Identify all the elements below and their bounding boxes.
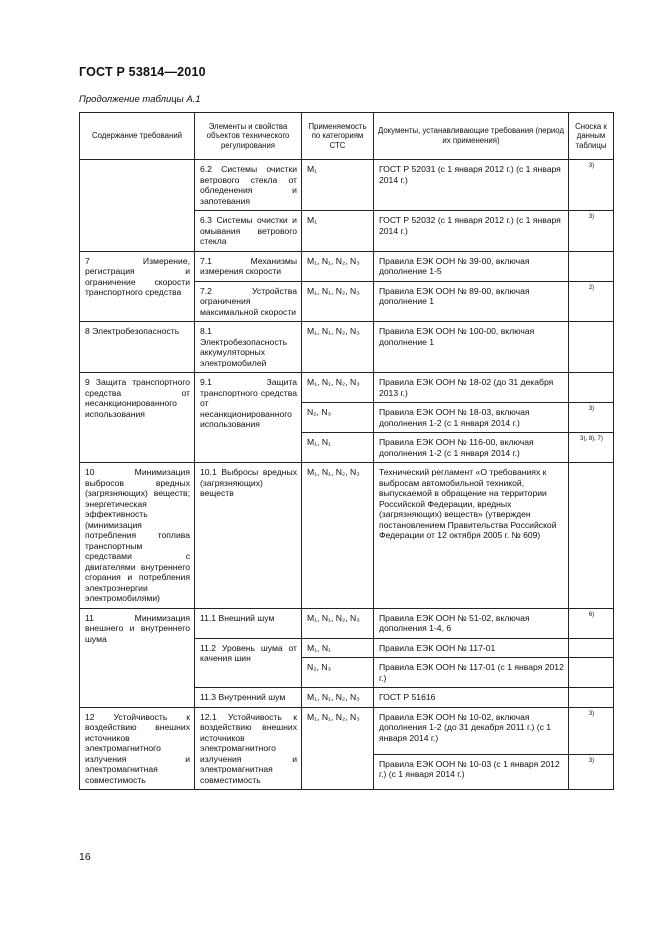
table-row — [80, 160, 614, 211]
requirement-cell: 8 Электробезопасность — [80, 322, 195, 373]
footnote-cell: 3), 8), 7) — [569, 433, 614, 463]
applicability-cell: M₁, N₁, N₂, N₃ — [302, 281, 374, 322]
document-title: ГОСТ Р 53814—2010 — [79, 65, 206, 79]
applicability-cell: M₁, N₁, N₂, N₃ — [302, 373, 374, 403]
applicability-cell: M₁, N₁ — [302, 638, 374, 658]
requirements-table — [79, 112, 614, 790]
footnote-cell: 3) — [569, 707, 614, 754]
document-cell: Правила ЕЭК ООН № 10-03 (с 1 января 2012 г.) (с 1 января 2014 г.) — [374, 754, 569, 789]
applicability-cell: N₂, N₃ — [302, 658, 374, 688]
column-header: Применяемость по категориям СТС — [302, 113, 374, 160]
footnote-cell: 2) — [569, 281, 614, 322]
footnote-cell — [569, 322, 614, 373]
column-header: Содержание требований — [80, 113, 195, 160]
requirement-cell: 11 Минимизация внешнего и внутреннего шума — [80, 608, 195, 707]
element-cell: 7.2 Устройства ограничения максимальной скорости — [195, 281, 302, 322]
applicability-cell: M₁ — [302, 160, 374, 211]
document-cell: Правила ЕЭК ООН № 100-00, включая дополнение 1 — [374, 322, 569, 373]
element-cell: 12.1 Устойчивость к воздействию внешних источников электромагнитного излучения и электромагнитная совместимость — [195, 707, 302, 790]
element-cell: 7.1 Механизмы измерения скорости — [195, 251, 302, 281]
applicability-cell: N₂, N₃ — [302, 403, 374, 433]
element-cell: 6.3 Системы очистки и омывания ветрового стекла — [195, 211, 302, 252]
element-cell: 11.3 Внутренний шум — [195, 688, 302, 708]
table-caption: Продолжение таблицы А.1 — [79, 94, 201, 105]
applicability-cell: M₁, N₁, N₂, N₃ — [302, 322, 374, 373]
document-cell: Правила ЕЭК ООН № 89-00, включая дополнение 1 — [374, 281, 569, 322]
document-cell: Правила ЕЭК ООН № 117-01 — [374, 638, 569, 658]
requirement-cell: 10 Минимизация выбросов вредных (загрязняющих) веществ; энергетическая эффективность (минимизация потребления топлива транспортным средствами с двигателями внутреннего сгорания и потребления электроэнергии электромобилями) — [80, 463, 195, 609]
table-row — [80, 251, 614, 281]
column-header: Элементы и свойства объектов технического регулирования — [195, 113, 302, 160]
applicability-cell: M₁, N₁, N₂, N₃ — [302, 688, 374, 708]
element-cell: 10.1 Выбросы вредных (загрязняющих) веществ — [195, 463, 302, 609]
document-cell: Правила ЕЭК ООН № 18-02 (до 31 декабря 2013 г.) — [374, 373, 569, 403]
table-header-row — [80, 113, 614, 160]
document-cell: Правила ЕЭК ООН № 10-02, включая дополнения 1-2 (до 31 декабря 2011 г.) (с 1 января 2014 г.) — [374, 707, 569, 754]
footnote-cell — [569, 638, 614, 658]
applicability-cell: M₁ — [302, 211, 374, 252]
footnote-cell — [569, 251, 614, 281]
footnote-cell — [569, 688, 614, 708]
requirement-cell: 7 Измерение, регистрация и ограничение скорости транспортного средства — [80, 251, 195, 322]
footnote-cell: 3) — [569, 754, 614, 789]
table-row — [80, 463, 614, 609]
applicability-cell: M₁, N₁, N₂, N₃ — [302, 251, 374, 281]
table-row — [80, 373, 614, 403]
column-header: Сноска к данным таблицы — [569, 113, 614, 160]
element-cell: 9.1 Защита транспортного средства от несанкционированного использования — [195, 373, 302, 463]
column-header: Документы, устанавливающие требования (период их применения) — [374, 113, 569, 160]
requirement-cell: 9 Защита транспортного средства от несанкционированного использования — [80, 373, 195, 463]
element-cell: 6.2 Системы очистки ветрового стекла от обледенения и запотевания — [195, 160, 302, 211]
document-cell: Правила ЕЭК ООН № 18-03, включая дополнения 1-2 (с 1 января 2014 г.) — [374, 403, 569, 433]
document-cell: ГОСТ Р 52031 (с 1 января 2012 г.) (с 1 января 2014 г.) — [374, 160, 569, 211]
table-row — [80, 707, 614, 754]
document-cell: Правила ЕЭК ООН № 116-00, включая дополнения 1-2 (с 1 января 2014 г.) — [374, 433, 569, 463]
applicability-cell: M₁, N₁, N₂, N₃ — [302, 463, 374, 609]
document-cell: Технический регламент «О требованиях к выбросам автомобильной техникой, выпускаемой в обращение на территории Российской Федерации, вредных (загрязняющих) веществ» (утвержден постановлением Правительства Российской Федерации от 12 октября 2005 г. № 609) — [374, 463, 569, 609]
footnote-cell: 6) — [569, 608, 614, 638]
applicability-cell: M₁, N₁ — [302, 433, 374, 463]
footnote-cell: 3) — [569, 211, 614, 252]
applicability-cell: M₁, N₁, N₂, N₃ — [302, 608, 374, 638]
footnote-cell — [569, 373, 614, 403]
element-cell: 11.2 Уровень шума от качения шин — [195, 638, 302, 688]
document-cell: ГОСТ Р 51616 — [374, 688, 569, 708]
footnote-cell: 3) — [569, 403, 614, 433]
document-cell: Правила ЕЭК ООН № 51-02, включая дополнения 1-4, 6 — [374, 608, 569, 638]
footnote-cell: 3) — [569, 160, 614, 211]
document-cell: ГОСТ Р 52032 (с 1 января 2012 г.) (с 1 января 2014 г.) — [374, 211, 569, 252]
applicability-cell: M₁, N₁, N₂, N₃ — [302, 707, 374, 790]
document-cell: Правила ЕЭК ООН № 39-00, включая дополнение 1-5 — [374, 251, 569, 281]
footnote-cell — [569, 463, 614, 609]
table-row — [80, 608, 614, 638]
page-number: 16 — [79, 851, 91, 863]
requirement-cell: 12 Устойчивость к воздействию внешних источников электромагнитного излучения и электромагнитная совместимость — [80, 707, 195, 790]
requirement-cell — [80, 160, 195, 252]
table-row — [80, 322, 614, 373]
footnote-cell — [569, 658, 614, 688]
element-cell: 8.1 Электробезопасность аккумуляторных электромобилей — [195, 322, 302, 373]
document-cell: Правила ЕЭК ООН № 117-01 (с 1 января 2012 г.) — [374, 658, 569, 688]
element-cell: 11.1 Внешний шум — [195, 608, 302, 638]
